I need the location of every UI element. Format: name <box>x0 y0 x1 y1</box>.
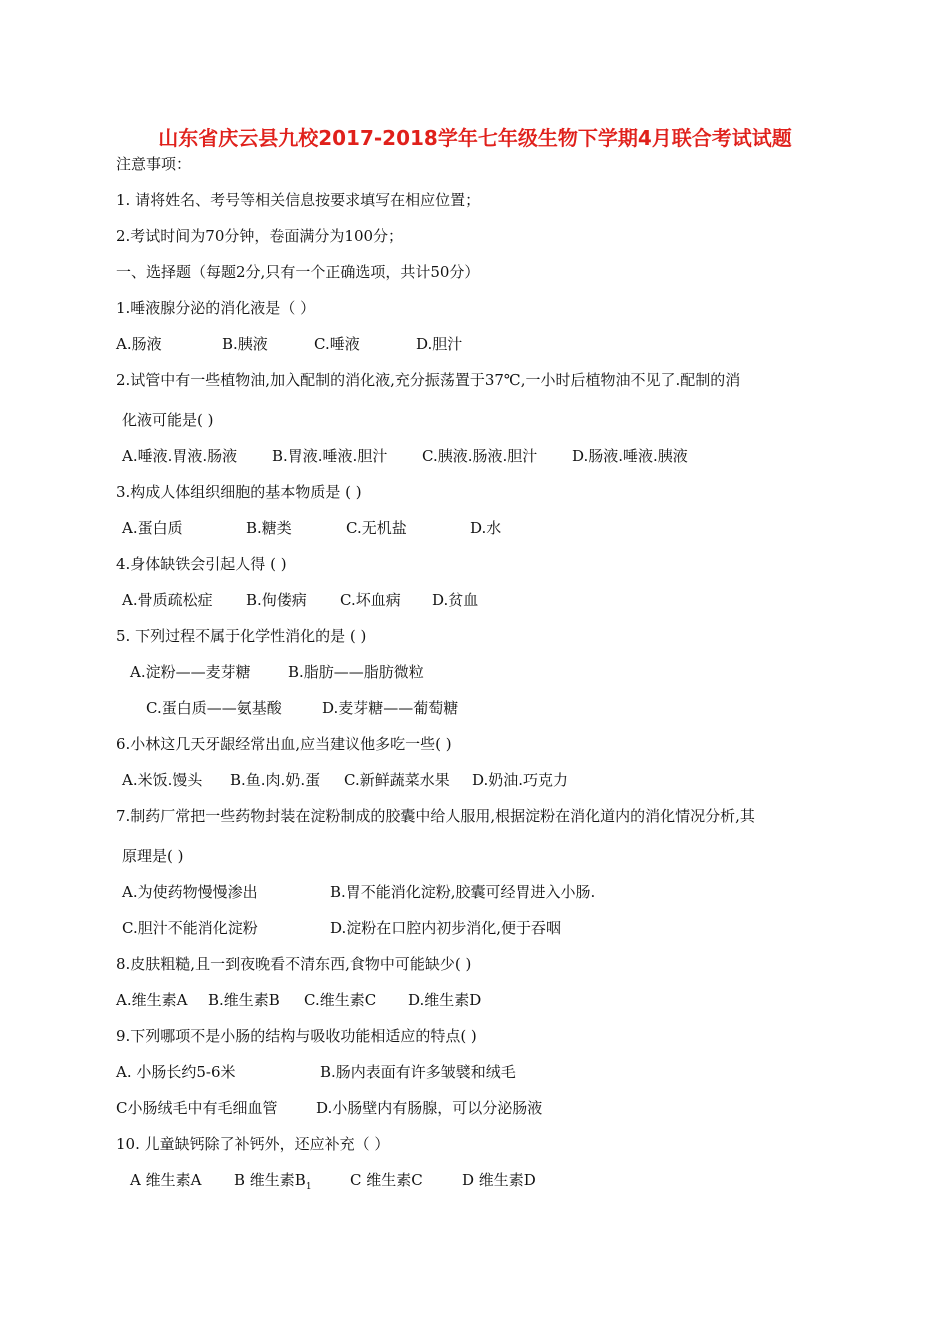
question-options <box>116 1062 516 1082</box>
question-options <box>146 698 458 718</box>
question-stem: 3.构成人体组织细胞的基本物质是 ( ) <box>116 483 362 501</box>
question-stem-continued: 化液可能是( ) <box>122 411 214 429</box>
option-b: B.胃液.唾液.胆汁 <box>272 447 388 465</box>
option-b: B.胰液 <box>222 335 268 353</box>
option-b: B.胃不能消化淀粉,胶囊可经胃进入小肠. <box>330 883 596 901</box>
option-a: A.米饭.馒头 <box>122 771 203 789</box>
question-stem: 4.身体缺铁会引起人得 ( ) <box>116 555 287 573</box>
question-stem: 10. 儿童缺钙除了补钙外，还应补充（ ） <box>116 1135 390 1153</box>
question-stem: 1.唾液腺分泌的消化液是（ ） <box>116 299 316 317</box>
option-b <box>234 1170 350 1197</box>
section-heading: 一、选择题（每题2分,只有一个正确选项，共计50分） <box>116 263 480 281</box>
option-c: C.胆汁不能消化淀粉 <box>122 919 258 937</box>
question-stem: 8.皮肤粗糙,且一到夜晚看不清东西,食物中可能缺少( ) <box>116 955 472 973</box>
notice-heading: 注意事项： <box>116 155 192 173</box>
option-c: C.蛋白质——氨基酸 <box>146 699 282 717</box>
question-options <box>116 1098 542 1118</box>
question-options <box>130 1170 536 1197</box>
option-d: D 维生素D <box>462 1171 536 1189</box>
question-options <box>122 590 478 610</box>
option-c: C 维生素C <box>350 1171 423 1189</box>
option-b: B.鱼.肉.奶.蛋 <box>230 771 321 789</box>
option-a: A.维生素A <box>116 991 188 1009</box>
option-d: D.奶油.巧克力 <box>472 771 569 789</box>
question-options <box>116 334 462 354</box>
option-c: C.唾液 <box>314 335 360 353</box>
option-b: B.肠内表面有许多皱襞和绒毛 <box>320 1063 516 1081</box>
question-options <box>122 882 595 902</box>
question-stem: 2.试管中有一些植物油,加入配制的消化液,充分振荡置于37℃,一小时后植物油不见了.配制的消 <box>116 371 741 389</box>
option-a: A.淀粉——麦芽糖 <box>130 663 251 681</box>
option-d: D.维生素D <box>408 991 482 1009</box>
option-a: A.唾液.胃液.肠液 <box>122 447 238 465</box>
notice-item: 2.考试时间为70分钟，卷面满分为100分； <box>116 227 404 245</box>
option-d: D.胆汁 <box>416 335 463 353</box>
question-stem: 9.下列哪项不是小肠的结构与吸收功能相适应的特点( ) <box>116 1027 477 1045</box>
option-b: B.脂肪——脂肪微粒 <box>288 663 424 681</box>
option-a: A.骨质疏松症 <box>122 591 213 609</box>
question-options <box>130 662 424 682</box>
option-c: C.坏血病 <box>340 591 401 609</box>
option-d: D.麦芽糖——葡萄糖 <box>322 699 459 717</box>
option-c: C小肠绒毛中有毛细血管 <box>116 1099 278 1117</box>
option-a: A 维生素A <box>130 1171 202 1189</box>
page-title: 山东省庆云县九校2017-2018学年七年级生物下学期4月联合考试试题 <box>158 126 792 150</box>
option-a: A.肠液 <box>116 335 162 353</box>
question-options <box>116 990 481 1010</box>
question-stem: 7.制药厂常把一些药物封装在淀粉制成的胶囊中给人服用,根据淀粉在消化道内的消化情况分析,其 <box>116 807 755 825</box>
question-options <box>122 918 561 938</box>
option-d: D.贫血 <box>432 591 479 609</box>
option-b-subscript: 1 <box>305 1182 312 1192</box>
option-c: C.胰液.肠液.胆汁 <box>422 447 538 465</box>
option-d: D.小肠壁内有肠腺，可以分泌肠液 <box>316 1099 543 1117</box>
option-b: B.佝偻病 <box>246 591 307 609</box>
option-d: D.水 <box>470 519 502 537</box>
question-stem: 5. 下列过程不属于化学性消化的是 ( ) <box>116 627 367 645</box>
option-b: B.维生素B <box>208 991 280 1009</box>
option-d: D.肠液.唾液.胰液 <box>572 447 688 465</box>
option-b: B.糖类 <box>246 519 292 537</box>
question-options <box>122 446 688 466</box>
option-a: A. 小肠长约5-6米 <box>116 1063 236 1081</box>
question-options <box>122 518 501 538</box>
option-a: A.为使药物慢慢渗出 <box>122 883 258 901</box>
option-c: C.无机盐 <box>346 519 407 537</box>
question-stem: 6.小林这几天牙龈经常出血,应当建议他多吃一些( ) <box>116 735 452 753</box>
question-stem-continued: 原理是( ) <box>122 847 184 865</box>
notice-item: 1. 请将姓名、考号等相关信息按要求填写在相应位置； <box>116 191 481 209</box>
option-d: D.淀粉在口腔内初步消化,便于吞咽 <box>330 919 562 937</box>
option-b-text: B 维生素B <box>234 1171 306 1189</box>
option-c: C.维生素C <box>304 991 377 1009</box>
option-a: A.蛋白质 <box>122 519 183 537</box>
option-c: C.新鲜蔬菜水果 <box>344 771 450 789</box>
question-options <box>122 770 568 790</box>
